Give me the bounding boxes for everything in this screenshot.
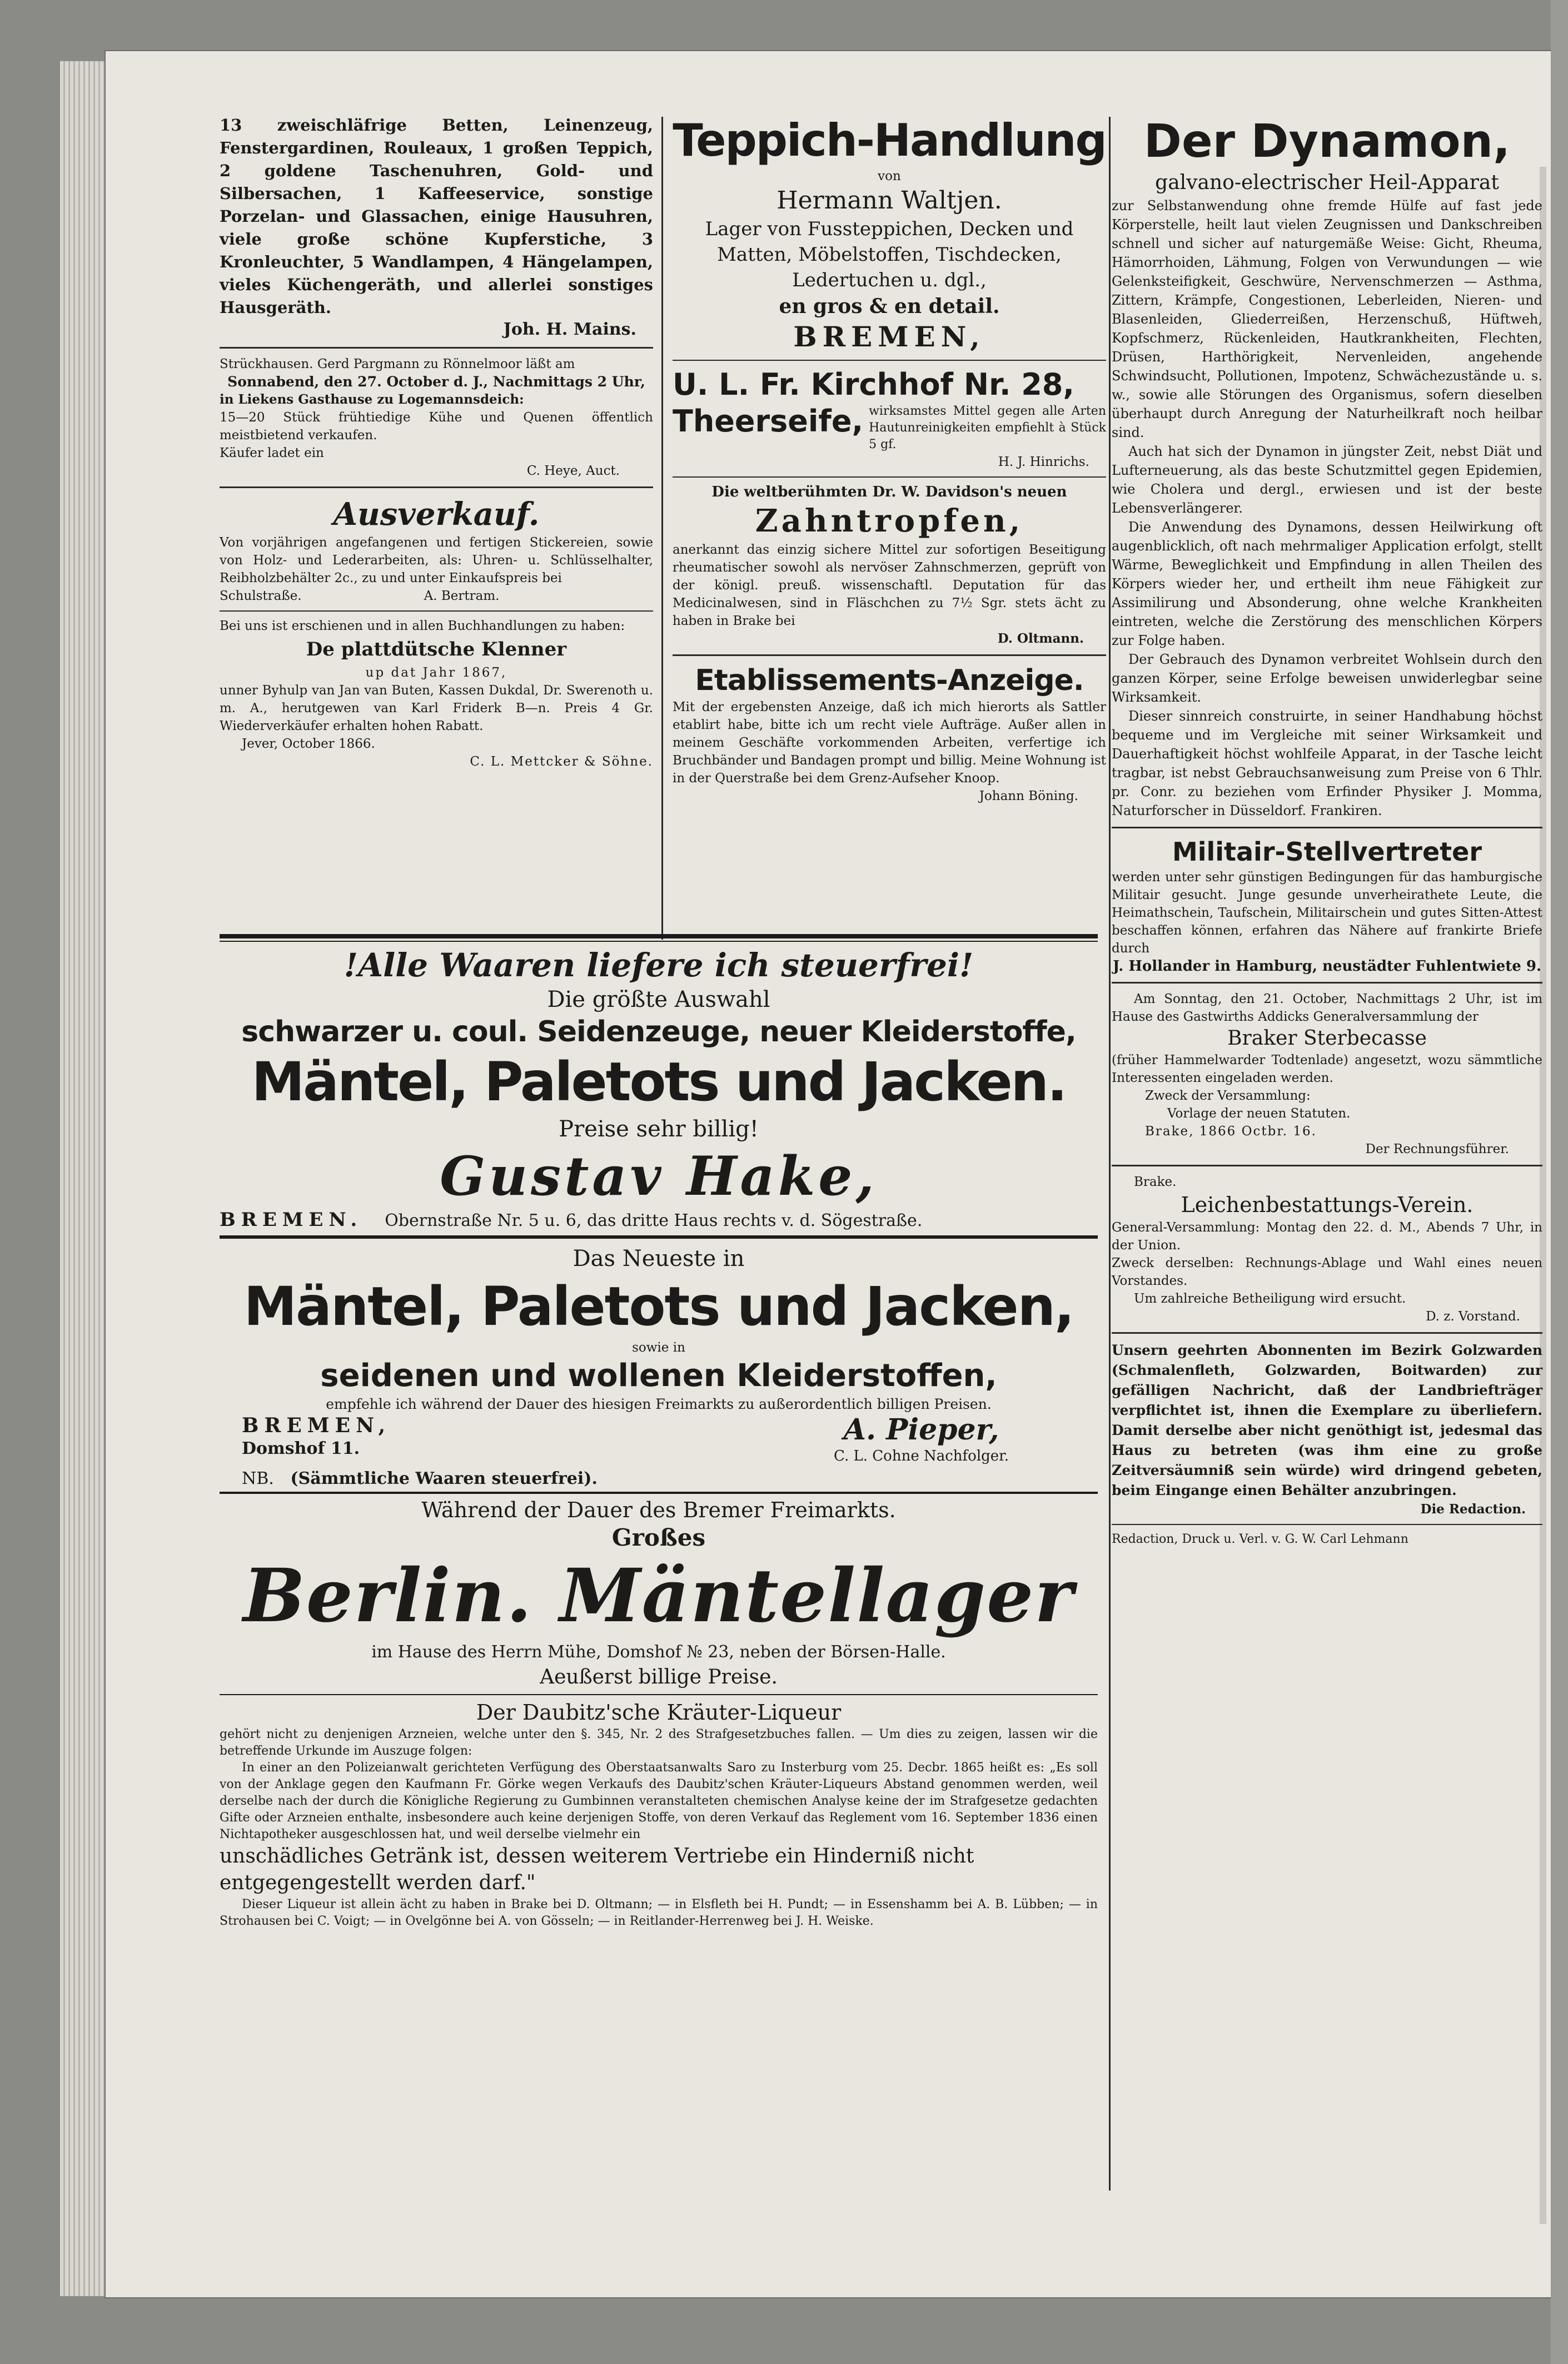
carpet-address: U. L. Fr. Kirchhof Nr. 28, xyxy=(673,367,1074,402)
dyn-text-2: Auch hat sich der Dynamon in jüngster Zeit, nebst Diät und Lufterneuerung, als das beste Schutzmittel gegen Epidemien, wie Cholera und dergl., erwiesen und ist der beste Lebensverlängerer. xyxy=(1112,444,1542,516)
market-duration: Während der Dauer des Bremer Freimarkts. xyxy=(421,1498,896,1522)
thick-rule xyxy=(220,1492,1098,1494)
dyn-text-4: Der Gebrauch des Dynamon verbreitet Wohlsein durch den ganzen Körper, seine Erfolge beweisen unwiderlegbar seine Wirksamkeit. xyxy=(1112,652,1542,705)
carpet-city: BREMEN, xyxy=(793,320,985,353)
soap-ad xyxy=(673,403,1106,453)
liqueur-text-1: gehört nicht zu denjenigen Arzneien, welche unter den §. 345, Nr. 2 des Strafgesetzbuches fallen. — Um dies zu zeigen, lassen wir die betreffende Urkunde im Auszuge folgen: xyxy=(220,1727,1098,1758)
soap-signature: H. J. Hinrichs. xyxy=(998,455,1089,469)
carpet-title: Teppich-Handlung xyxy=(673,115,1106,166)
auction-signature: C. Heye, Auct. xyxy=(526,464,620,478)
soap-text: wirksamstes Mittel gegen alle Arten Hautunreinigkeiten empfiehlt à Stück 5 gf. xyxy=(869,404,1106,451)
book-text: unner Byhulp van Jan van Buten, Kassen Dukdal, Dr. Swerenoth u. m. A., herutgewen van Karl Friderk B—n. Preis 4 Gr. Wiederverkäufer erhalten hohen Rabatt. xyxy=(220,683,653,733)
cheap-prices: Aeußerst billige Preise. xyxy=(540,1666,778,1688)
tax-free-headline: !Alle Waaren liefere ich steuerfrei! xyxy=(344,946,974,984)
nb-text: (Sämmtliche Waaren steuerfrei). xyxy=(290,1469,598,1488)
sale-text: Von vorjährigen angefangenen und fertigen Stickereien, sowie von Holz- und Lederarbeiten, als: Uhren- u. Schlüsselhalter, Reibholzbehälter 2c., zu und unter Einkaufspreis bei xyxy=(220,535,653,585)
burial-signature: Der Rechnungsführer. xyxy=(1365,1142,1509,1156)
burial-purpose: Zweck der Versammlung: xyxy=(1145,1089,1311,1103)
auction-text: 15—20 Stück frühtiedige Kühe und Quenen öffentlich meistbietend verkaufen. xyxy=(220,410,653,443)
merchant-address: Obernstraße Nr. 5 u. 6, das dritte Haus rechts v. d. Sögestraße. xyxy=(385,1211,923,1230)
berlin-headline: Berlin. Mäntellager xyxy=(243,1553,1074,1639)
house-address: im Hause des Herrn Mühe, Domshof № 23, neben der Börsen-Halle. xyxy=(371,1642,946,1662)
liqueur-emphasis: unschädliches Getränk ist, dessen weiterem Vertriebe ein Hinderniß nicht entgegengestellt werden darf." xyxy=(220,1845,974,1894)
right-edge xyxy=(1551,0,1568,2364)
carpet-gros: en gros & en detail. xyxy=(779,295,1000,318)
thin-rule xyxy=(220,1694,1098,1695)
dyn-subtitle: galvano-electrischer Heil-Apparat xyxy=(1155,171,1499,194)
nb-label: NB. xyxy=(242,1469,274,1488)
column-rule-1 xyxy=(661,117,663,940)
divider xyxy=(673,654,1106,656)
column-rule-2 xyxy=(1109,117,1111,2191)
burial-text: Am Sonntag, den 21. October, Nachmittags 2 Uhr, ist im Hause des Gastwirths Addicks Generalversammlung der xyxy=(1112,992,1542,1024)
auction-date: Sonnabend, den 27. October d. J., Nachmittags 2 Uhr, xyxy=(227,374,645,390)
liqueur-text-3: Dieser Liqueur ist allein ächt zu haben in Brake bei D. Oltmann; — in Elsfleth bei H. Pundt; — in Essenshamm bei A. B. Lübben; — in Strohausen bei C. Voigt; — in Ovelgönne bei A. von Gösseln; — in Reitlander-Herrenweg bei J. H. Weiske. xyxy=(220,1898,1098,1928)
drops-intro: Die weltberühmten Dr. W. Davidson's neuen xyxy=(711,484,1067,500)
estab-title: Etablissements-Anzeige. xyxy=(695,664,1084,697)
book-intro: Bei uns ist erschienen und in allen Buchhandlungen zu haben: xyxy=(220,619,625,633)
recommend-text: empfehle ich während der Dauer des hiesigen Freimarkts zu außerordentlich billigen Preisen. xyxy=(326,1396,992,1412)
burial-name: Braker Sterbecasse xyxy=(1227,1027,1427,1050)
prices-cheap: Preise sehr billig! xyxy=(559,1116,759,1142)
dyn-text-3: Die Anwendung des Dynamons, dessen Heilwirkung oft augenblicklich, oft nach mehrmaliger Application erfolgt, stellt Wärme, Beweglichkeit und Empfindung in allen Theilen des Körpers wieder her, und ertheilt ihm neue Fähigkeit zur Assimilirung und Absonderung, ohne welche Krankheiten eintreten, welche die Zerstörung des menschlichen Körpers zur Folge haben. xyxy=(1112,519,1542,648)
pieper-city: BREMEN, xyxy=(242,1414,391,1437)
liqueur-text-2: In einer an den Polizeianwalt gerichteten Verfügung des Oberstaatsanwalts Saro zu Insterburg vom 25. Decbr. 1865 heißt es: „Es soll von der Anklage gegen den Kaufmann Fr. Görke wegen Verkaufs des Daubitz'schen Kräuter-Liqueurs Abstand genommen werden, weil derselbe nach der durch die Königliche Regierung zu Gumbinnen veranstalteten chemischen Analyse keine der im Strafgesetze gedachten Gifte oder Arzneien enthalte, insbesondere auch keine derjenigen Stoffe, von deren Verkauf das Reglement vom 16. September 1836 einen Nichtapotheker ausgeschlossen hat, und weil derselbe vielmehr ein xyxy=(220,1761,1098,1841)
coats-headline-2: Mäntel, Paletots und Jacken, xyxy=(243,1275,1074,1338)
estab-text: Mit der ergebensten Anzeige, daß ich mich hierorts als Sattler etablirt habe, bitte ich um recht viele Aufträge. Außer allen in meinem Geschäfte vorkommenden Arbeiten, verfertige ich Bruchbänder und Bandagen prompt und billig. Meine Wohnung ist in der Querstraße bei dem Grenz-Aufseher Knoop. xyxy=(673,700,1106,786)
verein-place: Brake. xyxy=(1134,1175,1177,1189)
divider xyxy=(1112,827,1542,828)
burial-text-2: (früher Hammelwarder Todtenlade) angesetzt, wozu sämmtliche Interessenten eingeladen werden. xyxy=(1112,1053,1542,1085)
thick-rule xyxy=(220,934,1098,942)
verein-request: Um zahlreiche Betheiligung wird ersucht. xyxy=(1134,1292,1406,1306)
divider xyxy=(1112,1524,1542,1525)
auction-buyer: Käufer ladet ein xyxy=(220,446,324,460)
burial-date: Brake, 1866 Octbr. 16. xyxy=(1145,1124,1317,1139)
burial-agenda: Vorlage der neuen Statuten. xyxy=(1167,1106,1351,1121)
auction-intro: Strückhausen. Gerd Pargmann zu Rönnelmoor läßt am xyxy=(220,357,575,371)
book-date: Jever, October 1866. xyxy=(242,737,375,751)
verein-text: General-Versammlung: Montag den 22. d. M., Abends 7 Uhr, in der Union. xyxy=(1112,1220,1542,1253)
notice-text: Unsern geehrten Abonnenten im Bezirk Golzwarden (Schmalenfleth, Golzwarden, Boitwarden) zur gefälligen Nachricht, daß der Landbriefträger verpflichtet ist, ihnen die Exemplare zu überliefern. Damit derselbe aber nicht genöthigt ist, jedesmal das Haus zu betreten (was ihm eine zu große Zeitversäumniß sein würde) wird dringend gebeten, beim Eingange einen Behälter anzubringen. xyxy=(1112,1342,1542,1498)
fabrics-headline: seidenen und wollenen Kleiderstoffen, xyxy=(320,1358,997,1394)
newest: Das Neueste in xyxy=(573,1246,745,1272)
merchant-city: BREMEN. xyxy=(220,1209,363,1231)
divider xyxy=(220,347,653,349)
pieper-street: Domshof 11. xyxy=(242,1439,360,1458)
coats-headline: Mäntel, Paletots und Jacken. xyxy=(251,1051,1066,1113)
book-title: De plattdütsche Klenner xyxy=(306,638,567,660)
notice-signature: Die Redaction. xyxy=(1420,1502,1526,1517)
column-2 xyxy=(673,114,1106,805)
also-in: sowie in xyxy=(632,1340,685,1355)
column-3 xyxy=(1112,114,1542,1548)
ad-household-goods: 13 zweischläfrige Betten, Leinenzeug, Fenstergardinen, Rouleaux, 1 großen Teppich, 2 goldene Taschenuhren, Gold- und Silbersachen, 1 Kaffeeservice, sonstige Porzelan- und Glassachen, einige Hausuhren, viele große schöne Kupferstiche, 3 Kronleuchter, 5 Wandlampen, 4 Hängelampen, vieles Küchengeräth, und allerlei sonstiges Hausgeräth. xyxy=(220,116,653,317)
divider xyxy=(220,610,653,612)
divider xyxy=(673,360,1106,361)
divider xyxy=(673,476,1106,478)
ad-household-signature: Joh. H. Mains. xyxy=(503,320,636,339)
carpet-name: Hermann Waltjen. xyxy=(776,186,1002,215)
drops-text: anerkannt das einzig sichere Mittel zur sofortigen Beseitigung rheumatischer sowohl als nervöser Zahnschmerzen, geprüft von der königl. preuß. wissenschaftl. Deputation für das Medicinalwesen, sind in Fläschchen zu 7½ Sgr. stets ächt zu haben in Brake bei xyxy=(673,543,1106,628)
merchant-address-row xyxy=(220,1209,1098,1239)
mil-signature: J. Hollander in Hamburg, neustädter Fuhlentwiete 9. xyxy=(1112,958,1542,975)
pieper-name-block xyxy=(834,1413,1087,1466)
verein-signature: D. z. Vorstand. xyxy=(1426,1309,1520,1324)
divider xyxy=(1112,982,1542,984)
sale-street: Schulstraße. xyxy=(220,589,302,603)
silk-fabrics: schwarzer u. coul. Seidenzeuge, neuer Kleiderstoffe, xyxy=(241,1015,1076,1049)
dyn-text-1: zur Selbstanwendung ohne fremde Hülfe auf fast jede Körperstelle, heilt laut vielen Zeugnissen und Dankschreiben schnell und sicher auf naturgemäße Weise: Gicht, Rheuma, Hämorrhoiden, Lähmung, Folgen von Verwundungen — wie Gelenksteifigkeit, Geschwüre, Nervenschmerzen — Asthma, Zittern, Krämpfe, Congestionen, Leberleiden, Nieren- und Blasenleiden, Gliederreißen, Herzenschuß, Hüftweh, Kopfschmerz, Rückenleiden, Hautkrankheiten, Flechten, Drüsen, Harthörigkeit, Nervenleiden, angehende Schwindsucht, Pollutionen, Impotenz, Schwächezustände u. s. w., sowie alle Störungen des Organismus, sofern dieselben überhaupt durch Anregung der Naturheilkraft noch heilbar sind. xyxy=(1112,198,1542,440)
nb-row xyxy=(220,1469,1098,1488)
sale-signature: A. Bertram. xyxy=(424,589,500,603)
wide-ads xyxy=(220,934,1098,1930)
page-stack-edge xyxy=(60,61,110,2296)
soap-title: Theerseife, xyxy=(673,404,864,439)
divider xyxy=(1112,1332,1542,1334)
dyn-title: Der Dynamon, xyxy=(1143,115,1511,168)
verein-purpose: Zweck derselben: Rechnungs-Ablage und Wahl eines neuen Vorstandes. xyxy=(1112,1256,1542,1288)
sale-title: Ausverkauf. xyxy=(333,496,540,533)
sale-place xyxy=(220,587,653,605)
liqueur-title: Der Daubitz'sche Kräuter-Liqueur xyxy=(476,1700,842,1725)
merchant-name: Gustav Hake, xyxy=(440,1145,878,1208)
largest-choice: Die größte Auswahl xyxy=(547,987,770,1012)
column-1 xyxy=(220,114,653,771)
estab-signature: Johann Böning. xyxy=(979,789,1078,803)
mil-text: werden unter sehr günstigen Bedingungen für das hamburgische Militair gesucht. Junge gesunde unverheirathete Leute, die Heimathschein, Taufschein, Militairschein und gutes Sitten-Attest beschaffen können, erfahren das Nähere auf frankirte Briefe durch xyxy=(1112,870,1542,956)
drops-title: Zahntropfen, xyxy=(755,503,1024,539)
mil-title: Militair-Stellvertreter xyxy=(1172,837,1482,867)
carpet-von: von xyxy=(878,169,901,183)
footer-imprint: Redaction, Druck u. Verl. v. G. W. Carl Lehmann xyxy=(1112,1532,1408,1546)
dyn-text-5: Dieser sinnreich construirte, in seiner Handhabung höchst bequeme und im Vergleiche mit seiner Wirksamkeit und Dauerhaftigkeit höchst wohlfeile Apparat, in der Tasche leicht tragbar, ist nebst Gebrauchsanweisung zum Preise von 6 Thlr. pr. Conr. zu beziehen vom Erfinder Physiker J. Momma, Naturforscher in Düsseldorf. Frankiren. xyxy=(1112,708,1542,818)
verein-title: Leichenbestattungs-Verein. xyxy=(1181,1193,1474,1217)
drops-signature: D. Oltmann. xyxy=(997,631,1084,646)
pieper-name: A. Pieper, xyxy=(843,1413,999,1447)
book-year: up dat Jahr 1867, xyxy=(365,666,507,680)
great-label: Großes xyxy=(611,1524,706,1551)
pieper-address xyxy=(242,1413,391,1466)
carpet-text: Lager von Fussteppichen, Decken und Matten, Möbelstoffen, Tischdecken, Ledertuchen u. dgl., xyxy=(705,218,1074,291)
divider xyxy=(1112,1165,1542,1166)
auction-place: in Liekens Gasthause zu Logemannsdeich: xyxy=(220,392,524,407)
divider xyxy=(220,486,653,488)
pieper-successor: C. L. Cohne Nachfolger. xyxy=(834,1448,1009,1464)
pieper-row xyxy=(220,1413,1098,1466)
book-signature: C. L. Mettcker & Söhne. xyxy=(470,754,653,769)
